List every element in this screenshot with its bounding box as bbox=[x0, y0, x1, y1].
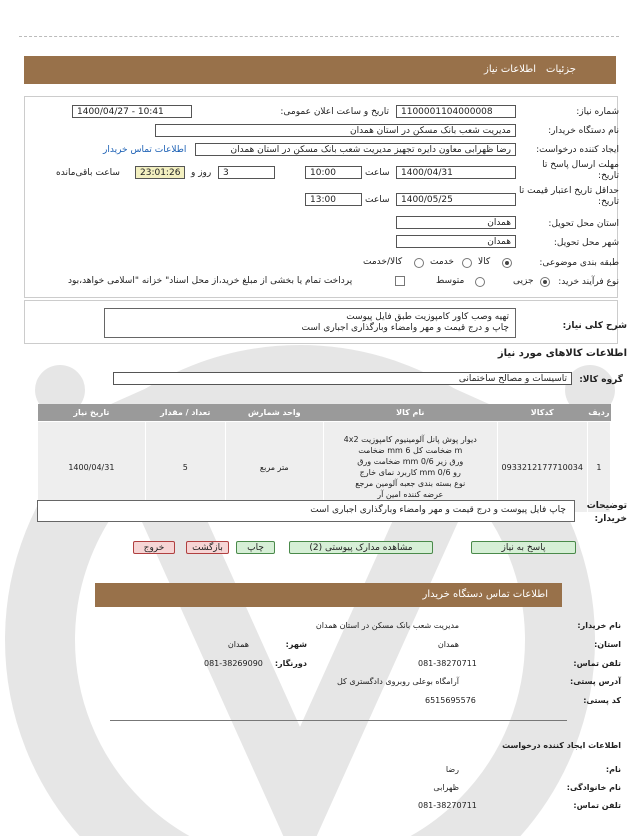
name-line: نوع بسته بندی جعبه آلومین مرجع bbox=[355, 479, 466, 488]
remaining-label: ساعت باقی‌مانده bbox=[56, 168, 120, 178]
purchase-medium-label: متوسط bbox=[436, 276, 465, 286]
top-divider bbox=[19, 36, 619, 37]
col-date: تاریخ نیاز bbox=[38, 404, 146, 422]
deadline-label: مهلت ارسال پاسخ تا تاریخ: bbox=[542, 160, 619, 181]
contact-phone-label: تلفن تماس: bbox=[573, 659, 621, 668]
creator-last-name-label: نام خانوادگی: bbox=[566, 783, 621, 792]
contact-postal-label: کد پستی: bbox=[583, 696, 621, 705]
need-number-field: 1100001104000008 bbox=[396, 105, 516, 118]
col-unit: واحد شمارش bbox=[225, 404, 323, 422]
creator-label: ایجاد کننده درخواست: bbox=[536, 145, 619, 155]
province-label: استان محل تحویل: bbox=[548, 219, 619, 229]
creator-heading: اطلاعات ایجاد کننده درخواست bbox=[502, 741, 621, 750]
purchase-radio-medium[interactable] bbox=[475, 277, 485, 287]
days-label: روز و bbox=[191, 168, 212, 178]
summary-line-1: تهیه وصب کاور کامپوزیت طبق فایل پیوست bbox=[346, 312, 509, 322]
cell-date: 1400/04/31 bbox=[38, 422, 146, 513]
days-field: 3 bbox=[218, 166, 275, 179]
cell-row: 1 bbox=[587, 422, 610, 513]
tab-details[interactable]: جزئیات bbox=[546, 64, 576, 75]
summary-label: شرح کلی نیاز: bbox=[562, 321, 627, 331]
goods-group-field: تاسیسات و مصالح ساختمانی bbox=[113, 372, 572, 385]
announce-field: 1400/04/27 - 10:41 bbox=[72, 105, 192, 118]
back-button[interactable]: بازگشت bbox=[186, 541, 229, 554]
tab-need-info[interactable]: اطلاعات نیاز bbox=[484, 64, 536, 75]
treasury-payment-checkbox[interactable] bbox=[395, 276, 405, 286]
remaining-time-field: 23:01:26 bbox=[135, 166, 185, 179]
contact-province: همدان bbox=[437, 640, 459, 649]
name-line: m ضخامت کل mm 6 ضخامت bbox=[358, 446, 463, 455]
watermark-logo bbox=[0, 280, 639, 836]
creator-last-name: ظهرابی bbox=[433, 783, 459, 792]
announce-label: تاریخ و ساعت اعلان عمومی: bbox=[280, 107, 389, 117]
name-line: عرضه کننده امین آر bbox=[377, 490, 444, 499]
buyer-contact-link[interactable]: اطلاعات تماس خریدار bbox=[103, 145, 187, 155]
validity-label: حداقل تاریخ اعتبار قیمت تا تاریخ: bbox=[519, 186, 619, 207]
name-line: ورق زیر mm 0/6 ضخامت ورق bbox=[357, 457, 464, 466]
contact-address: آرامگاه بوعلی روبروی دادگستری کل bbox=[336, 677, 459, 686]
col-name: نام کالا bbox=[323, 404, 497, 422]
buyer-notes-label: توضیحات خریدار: bbox=[586, 501, 627, 524]
need-number-label: شماره نیاز: bbox=[576, 107, 619, 117]
cell-name bbox=[323, 422, 497, 513]
validity-time-label: ساعت bbox=[365, 195, 390, 205]
purchase-minor-label: جزیی bbox=[513, 276, 534, 286]
buyer-org-field: مدیریت شعب بانک مسکن در استان همدان bbox=[155, 124, 516, 137]
exit-button[interactable]: خروج bbox=[133, 541, 175, 554]
contact-buyer-name-label: نام خریدار: bbox=[577, 621, 621, 630]
purchase-type-label: نوع فرآیند خرید: bbox=[558, 277, 619, 287]
contact-buyer-name: مدیریت شعب بانک مسکن در استان همدان bbox=[315, 621, 459, 630]
cell-qty: 5 bbox=[145, 422, 225, 513]
col-row: ردیف bbox=[587, 404, 610, 422]
deadline-time-field: 10:00 bbox=[305, 166, 362, 179]
deadline-date-field: 1400/04/31 bbox=[396, 166, 516, 179]
contact-fax: 081-38269090 bbox=[204, 659, 263, 668]
category-goods-label: کالا bbox=[478, 257, 491, 267]
contact-divider bbox=[110, 720, 567, 721]
table-row bbox=[38, 422, 611, 513]
validity-time-field: 13:00 bbox=[305, 193, 362, 206]
contact-city: همدان bbox=[227, 640, 249, 649]
contact-province-label: استان: bbox=[594, 640, 621, 649]
attachments-button[interactable]: مشاهده مدارک پیوستی (2) bbox=[289, 541, 433, 554]
category-radio-both[interactable] bbox=[414, 258, 424, 268]
purchase-radio-minor[interactable] bbox=[540, 277, 550, 287]
buyer-org-label: نام دستگاه خریدار: bbox=[548, 126, 619, 136]
buyer-notes-box: چاپ فایل پیوست و درج قیمت و مهر وامضاء وبارگذاری اجباری است bbox=[37, 500, 575, 522]
summary-line-2: چاپ و درج قیمت و مهر وامضاء وبارگذاری اجباری است bbox=[301, 323, 509, 333]
summary-box bbox=[104, 308, 516, 338]
creator-phone-label: تلفن تماس: bbox=[573, 801, 621, 810]
creator-first-name: رضا bbox=[445, 765, 459, 774]
col-code: کدکالا bbox=[497, 404, 587, 422]
category-both-label: کالا/خدمت bbox=[363, 257, 403, 267]
creator-first-name-label: نام: bbox=[605, 765, 621, 774]
goods-table-header bbox=[38, 404, 611, 422]
deadline-time-label: ساعت bbox=[365, 168, 390, 178]
contact-city-label: شهر: bbox=[285, 640, 307, 649]
contact-heading: اطلاعات تماس دستگاه خریدار bbox=[422, 589, 548, 600]
print-button[interactable]: چاپ bbox=[236, 541, 275, 554]
cell-code: 0933212177710034 bbox=[497, 422, 587, 513]
name-line: رو mm 0/6 کاربرد نمای خارج bbox=[359, 468, 461, 477]
header-bar bbox=[24, 56, 616, 84]
col-qty: تعداد / مقدار bbox=[145, 404, 225, 422]
contact-fax-label: دورنگار: bbox=[274, 659, 307, 668]
contact-address-label: آدرس پستی: bbox=[570, 677, 621, 686]
reply-button[interactable]: پاسخ به نیاز bbox=[471, 541, 576, 554]
category-service-label: خدمت bbox=[430, 257, 454, 267]
goods-heading: اطلاعات کالاهای مورد نیاز bbox=[497, 348, 627, 359]
contact-postal: 6515695576 bbox=[425, 696, 476, 705]
contact-phone: 081-38270711 bbox=[418, 659, 477, 668]
cell-unit: متر مربع bbox=[225, 422, 323, 513]
validity-date-field: 1400/05/25 bbox=[396, 193, 516, 206]
goods-table bbox=[37, 404, 611, 513]
category-radio-service[interactable] bbox=[462, 258, 472, 268]
city-field: همدان bbox=[396, 235, 516, 248]
category-radio-goods[interactable] bbox=[502, 258, 512, 268]
name-line: دیوار پوش پانل آلومینیوم کامپوزیت 4x2 bbox=[343, 435, 477, 444]
city-label: شهر محل تحویل: bbox=[553, 238, 619, 248]
province-field: همدان bbox=[396, 216, 516, 229]
category-label: طبقه بندی موضوعی: bbox=[539, 258, 619, 268]
creator-phone: 081-38270711 bbox=[418, 801, 477, 810]
creator-field: رضا ظهرابی معاون دایره تجهیز مدیریت شعب بانک مسکن در استان همدان bbox=[195, 143, 516, 156]
contact-header-bar bbox=[95, 583, 562, 607]
goods-group-label: گروه کالا: bbox=[579, 375, 623, 385]
treasury-payment-note: پرداخت تمام یا بخشی از مبلغ خرید،از محل اسناد" خزانه "اسلامی خواهد،بود bbox=[68, 276, 353, 286]
